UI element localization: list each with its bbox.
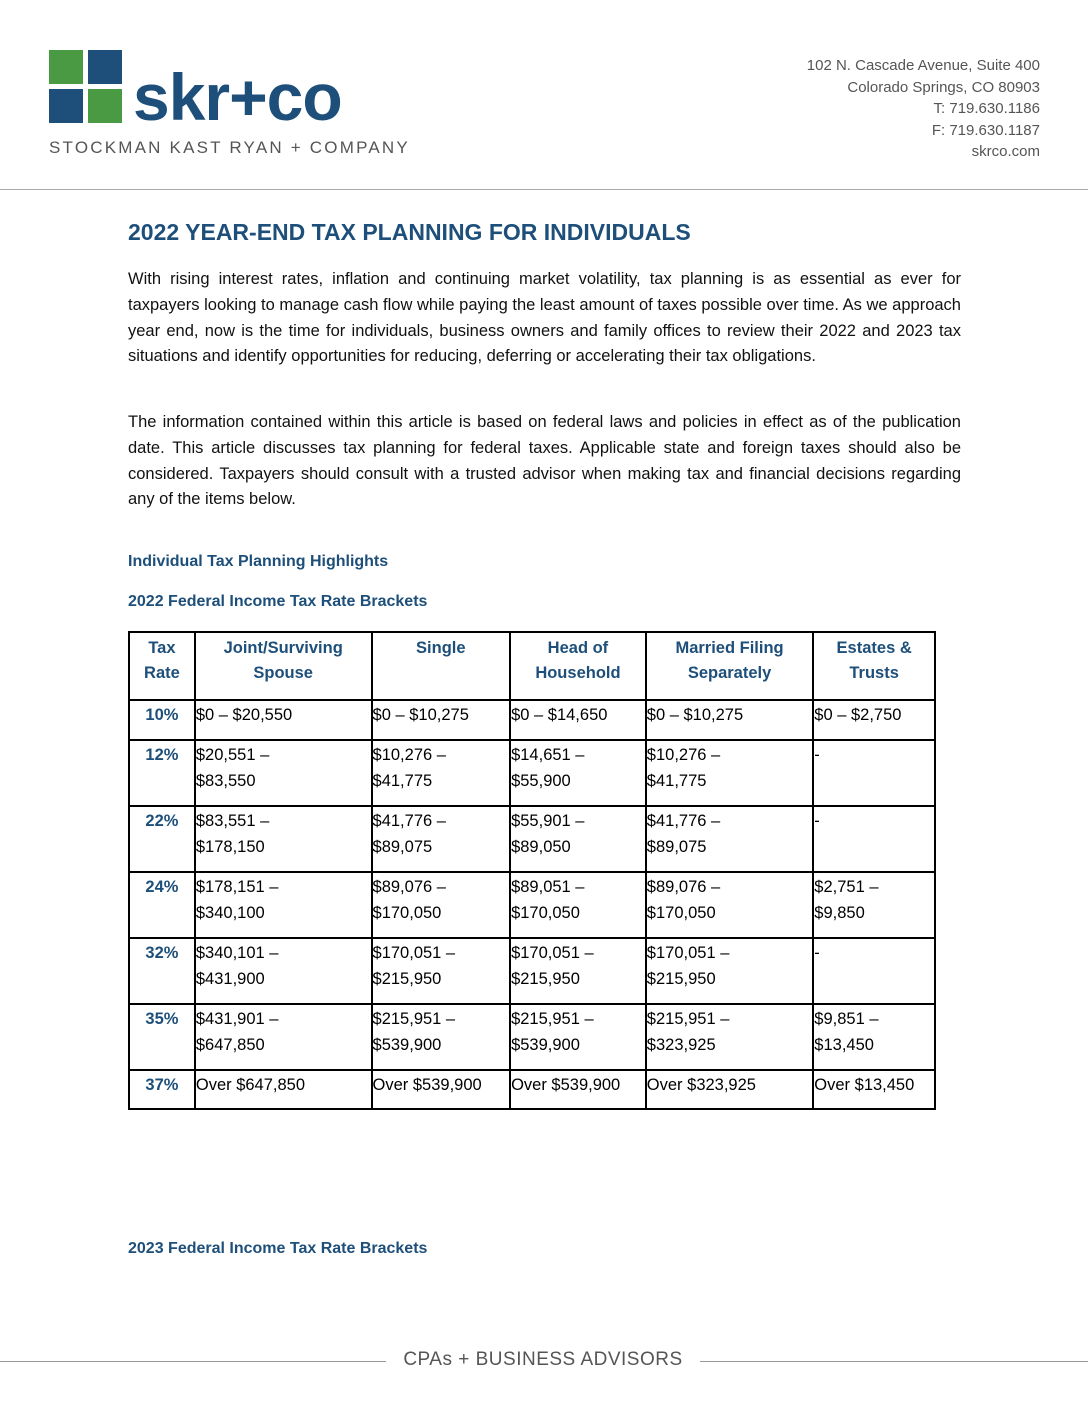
table-row <box>129 938 935 1004</box>
column-header-tax-rate: Tax Rate <box>129 632 195 700</box>
table-cell: Over $539,900 <box>372 1070 511 1109</box>
table-cell: $55,901 – $89,050 <box>510 806 646 872</box>
table-cell: $10,276 – $41,775 <box>372 740 511 806</box>
logo-square-blue <box>49 89 83 123</box>
table-cell: $41,776 – $89,075 <box>372 806 511 872</box>
address-phone: T: 719.630.1186 <box>933 100 1040 117</box>
table-cell: Over $539,900 <box>510 1070 646 1109</box>
rate-cell: 35% <box>129 1004 195 1070</box>
rate-cell: 32% <box>129 938 195 1004</box>
table-row <box>129 700 935 740</box>
table-cell: $83,551 – $178,150 <box>195 806 372 872</box>
table-cell: $89,051 – $170,050 <box>510 872 646 938</box>
table-cell: $0 – $2,750 <box>813 700 935 740</box>
company-logo <box>49 50 410 160</box>
table-cell: Over $13,450 <box>813 1070 935 1109</box>
disclaimer-paragraph: The information contained within this article is based on federal laws and policies in effect as of the publication date. This article discusses tax planning for federal taxes. Applicable state and foreign taxes should also be considered. Taxpayers should consult with a trusted advisor when making tax and financial decisions regarding any of the items below. <box>128 413 961 509</box>
table-cell: - <box>813 938 935 1004</box>
table-cell: $0 – $14,650 <box>510 700 646 740</box>
table-cell: $0 – $20,550 <box>195 700 372 740</box>
table-cell: $170,051 – $215,950 <box>510 938 646 1004</box>
rate-cell: 10% <box>129 700 195 740</box>
rate-cell: 22% <box>129 806 195 872</box>
table-cell: $215,951 – $539,900 <box>372 1004 511 1070</box>
table-cell: $14,651 – $55,900 <box>510 740 646 806</box>
intro-paragraph: With rising interest rates, inflation and continuing market volatility, tax planning is as essential as ever for taxpayers looking to manage cash flow while paying the least amount of taxes possible over time. As we approach year end, now is the time for individuals, business owners and family offices to review their 2022 and 2023 tax situations and identify opportunities for reducing, deferring or accelerating their tax obligations. <box>128 270 961 366</box>
logo-tagline: STOCKMAN KAST RYAN + COMPANY <box>49 138 410 157</box>
table-row <box>129 1004 935 1070</box>
footer-tagline: CPAs + BUSINESS ADVISORS <box>403 1349 683 1370</box>
address-fax: F: 719.630.1187 <box>931 121 1040 139</box>
table-cell: $215,951 – $323,925 <box>646 1004 814 1070</box>
logo-square-green <box>49 50 83 84</box>
column-header-estates-trusts: Estates & Trusts <box>813 632 935 700</box>
table-cell: Over $647,850 <box>195 1070 372 1109</box>
table-cell: $340,101 – $431,900 <box>195 938 372 1004</box>
table-cell: $431,901 – $647,850 <box>195 1004 372 1070</box>
tax-brackets-table <box>128 631 936 1110</box>
table-row <box>129 872 935 938</box>
table-cell: $9,851 – $13,450 <box>813 1004 935 1070</box>
column-header-married-separately: Married Filing Separately <box>646 632 814 700</box>
table-cell: $0 – $10,275 <box>372 700 511 740</box>
table-cell: $170,051 – $215,950 <box>372 938 511 1004</box>
table-cell: $89,076 – $170,050 <box>646 872 814 938</box>
table-cell: $20,551 – $83,550 <box>195 740 372 806</box>
section-heading-2022-brackets: 2022 Federal Income Tax Rate Brackets <box>128 593 428 610</box>
table-row <box>129 740 935 806</box>
table-header-row <box>129 632 935 700</box>
page-title: 2022 YEAR-END TAX PLANNING FOR INDIVIDUALS <box>128 219 691 245</box>
table-cell: $215,951 – $539,900 <box>510 1004 646 1070</box>
footer-divider-left <box>0 1361 386 1362</box>
table-cell: - <box>813 806 935 872</box>
header-divider <box>0 189 1088 190</box>
column-header-head-of-household: Head of Household <box>510 632 646 700</box>
table-cell: $89,076 – $170,050 <box>372 872 511 938</box>
rate-cell: 12% <box>129 740 195 806</box>
column-header-single: Single <box>372 632 511 700</box>
table-cell: $178,151 – $340,100 <box>195 872 372 938</box>
column-header-joint: Joint/Surviving Spouse <box>195 632 372 700</box>
table-row <box>129 806 935 872</box>
logo-square-green <box>88 89 122 123</box>
table-cell: Over $323,925 <box>646 1070 814 1109</box>
rate-cell: 37% <box>129 1070 195 1109</box>
address-street: 102 N. Cascade Avenue, Suite 400 <box>806 57 1040 74</box>
company-address <box>807 55 1040 163</box>
section-heading-highlights: Individual Tax Planning Highlights <box>128 553 389 570</box>
table-cell: $170,051 – $215,950 <box>646 938 814 1004</box>
address-website[interactable]: skrco.com <box>971 143 1040 160</box>
table-cell: - <box>813 740 935 806</box>
logo-wordmark: skr+co <box>133 60 342 134</box>
logo-square-blue <box>88 50 122 84</box>
table-row <box>129 1070 935 1109</box>
table-cell: $2,751 – $9,850 <box>813 872 935 938</box>
address-city: Colorado Springs, CO 80903 <box>847 78 1040 96</box>
table-cell: $10,276 – $41,775 <box>646 740 814 806</box>
table-cell: $41,776 – $89,075 <box>646 806 814 872</box>
footer-divider-right <box>700 1361 1088 1362</box>
section-heading-2023-brackets: 2023 Federal Income Tax Rate Brackets <box>128 1240 428 1257</box>
table-cell: $0 – $10,275 <box>646 700 814 740</box>
rate-cell: 24% <box>129 872 195 938</box>
